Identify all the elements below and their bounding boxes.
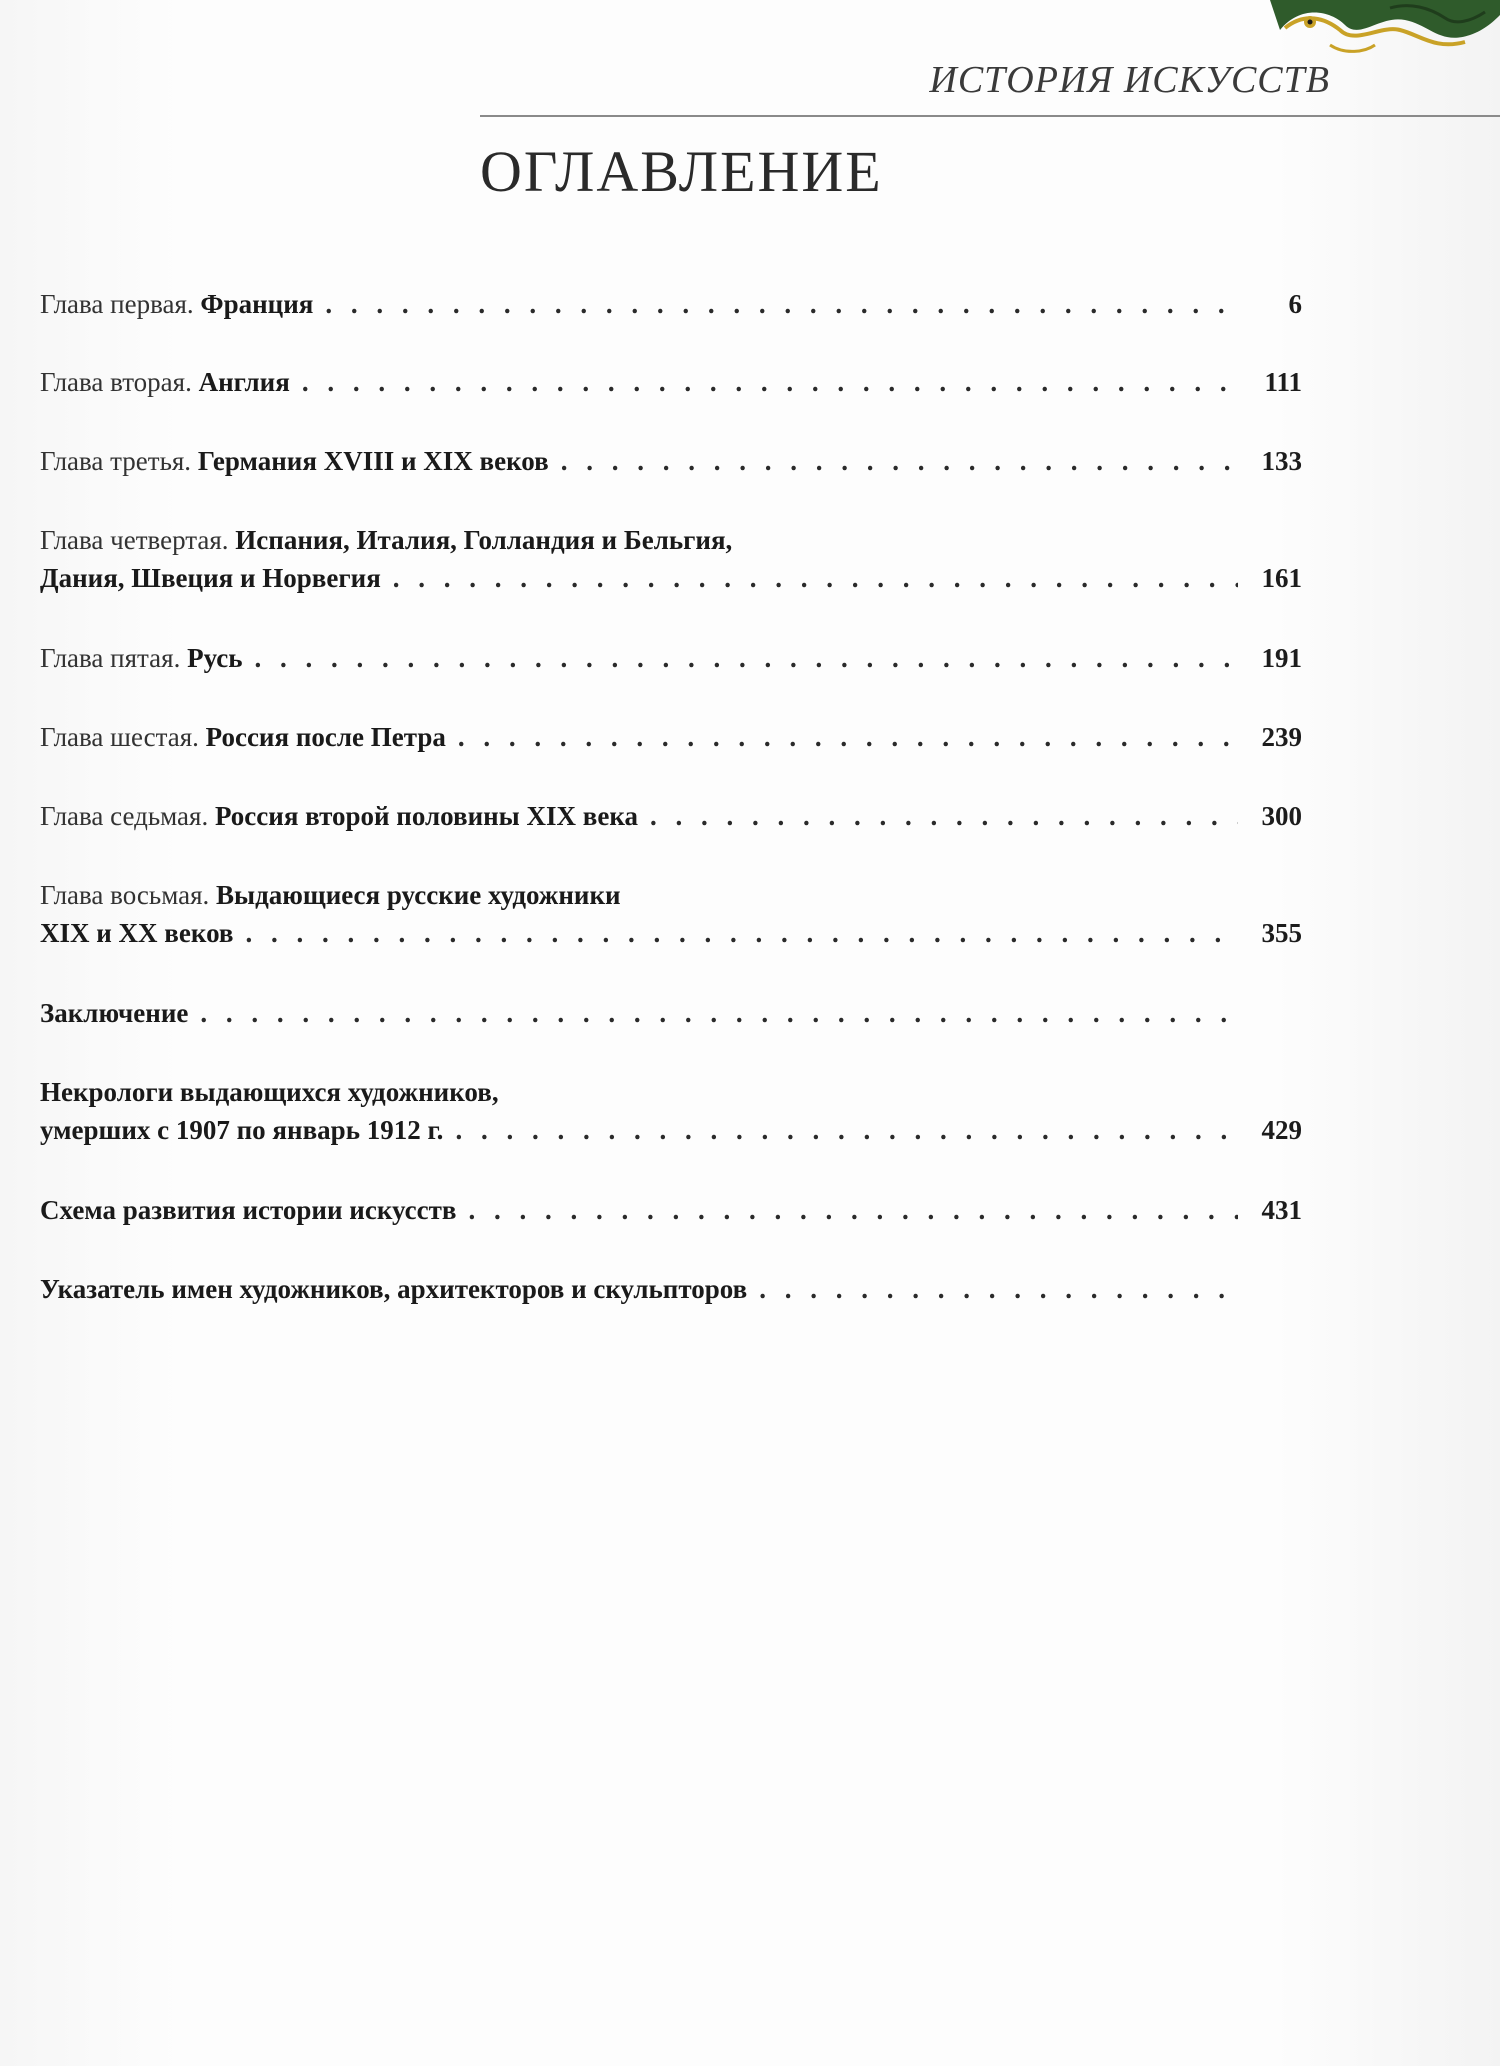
chapter-prefix: Глава шестая. <box>40 722 199 752</box>
section-title: Заключение <box>40 998 189 1028</box>
chapter-title-continued: XIX и XX веков <box>40 918 234 948</box>
chapter-prefix: Глава вторая. <box>40 367 192 397</box>
page-number: 191 <box>1261 643 1302 673</box>
page-number: 300 <box>1261 801 1302 831</box>
chapter-title: Франция <box>200 289 314 319</box>
chapter-prefix: Глава первая. <box>40 289 194 319</box>
page-number: 239 <box>1261 722 1302 752</box>
section-title-continued: умерших с 1907 по январь 1912 г. <box>40 1115 444 1145</box>
toc-entry[interactable] <box>40 442 1302 480</box>
chapter-title: Выдающиеся русские художники <box>216 880 621 910</box>
dot-leader <box>200 994 1238 1032</box>
toc-entry[interactable] <box>40 994 1302 1032</box>
page-number: 133 <box>1261 446 1302 476</box>
chapter-title-continued: Дания, Швеция и Норвегия <box>40 563 381 593</box>
dot-leader <box>455 1111 1238 1149</box>
chapter-title: Англия <box>198 367 290 397</box>
toc-entry[interactable] <box>40 639 1302 677</box>
chapter-prefix: Глава пятая. <box>40 643 181 673</box>
section-title: Некрологи выдающихся художников, <box>40 1077 499 1107</box>
toc-entry[interactable] <box>40 1191 1302 1229</box>
header-rule <box>480 115 1500 117</box>
page-number: 431 <box>1261 1195 1302 1225</box>
dot-leader <box>393 559 1238 597</box>
toc-entry[interactable] <box>40 521 1302 597</box>
running-head: ИСТОРИЯ ИСКУССТВ <box>929 59 1330 101</box>
toc-entry[interactable] <box>40 718 1302 756</box>
page-number: 161 <box>1261 563 1302 593</box>
dot-leader <box>302 363 1238 401</box>
page-number: 429 <box>1261 1115 1302 1145</box>
chapter-title: Россия второй половины XIX века <box>214 801 638 831</box>
chapter-prefix: Глава четвертая. <box>40 525 229 555</box>
chapter-prefix: Глава седьмая. <box>40 801 209 831</box>
dot-leader <box>255 639 1238 677</box>
dot-leader <box>245 914 1238 952</box>
toc-entry[interactable] <box>40 1270 1302 1308</box>
chapter-prefix: Глава третья. <box>40 446 192 476</box>
dot-leader <box>468 1191 1238 1229</box>
dot-leader <box>759 1270 1238 1308</box>
toc-entry[interactable] <box>40 363 1302 401</box>
toc-entry[interactable] <box>40 1073 1302 1149</box>
page-number: 6 <box>1288 289 1302 319</box>
page-number: 111 <box>1264 367 1302 397</box>
dot-leader <box>325 285 1238 323</box>
chapter-prefix: Глава восьмая. <box>40 880 210 910</box>
dot-leader <box>561 442 1238 480</box>
dot-leader <box>650 797 1238 835</box>
chapter-title: Русь <box>187 643 243 673</box>
chapter-title: Россия после Петра <box>205 722 446 752</box>
chapter-title: Испания, Италия, Голландия и Бельгия, <box>235 525 733 555</box>
chapter-title: Германия XVIII и XIX веков <box>197 446 549 476</box>
dot-leader <box>458 718 1238 756</box>
page-number: 355 <box>1261 918 1302 948</box>
section-title: Схема развития истории искусств <box>40 1195 457 1225</box>
toc-entry[interactable] <box>40 285 1302 323</box>
decorative-dragon-ornament <box>1270 0 1500 62</box>
toc-entry[interactable] <box>40 797 1302 835</box>
section-title: Указатель имен художников, архитекторов и скульпторов <box>40 1274 748 1304</box>
toc-entry[interactable] <box>40 876 1302 952</box>
page-title: ОГЛАВЛЕНИЕ <box>480 139 883 204</box>
